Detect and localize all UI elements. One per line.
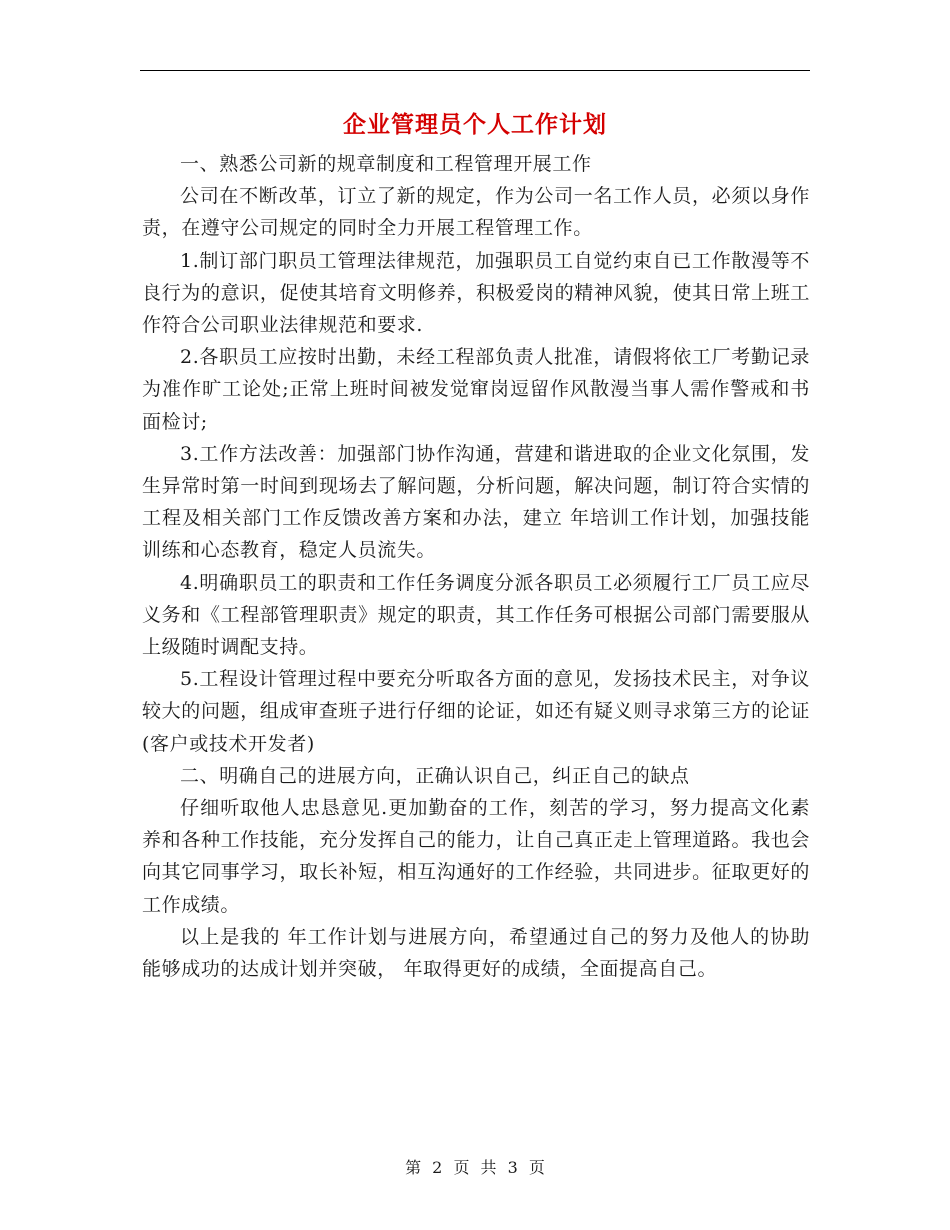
- list-item-1: 1.制订部门职员工管理法律规范，加强职员工自觉约束自已工作散漫等不良行为的意识，促使其培育文明修养，积极爱岗的精神风貌，使其日常上班工作符合公司职业法律规范和要求.: [142, 249, 810, 337]
- paragraph-self-improvement: 仔细听取他人忠恳意见.更加勤奋的工作，刻苦的学习，努力提高文化素养和各种工作技能，充分发挥自己的能力，让自己真正走上管理道路。我也会向其它同事学习，取长补短，相互沟通好的工作经验，共同进步。征取更好的工作成绩。: [142, 797, 810, 916]
- header-rule: [140, 70, 810, 71]
- document-title: 企业管理员个人工作计划: [343, 112, 607, 138]
- list-item-4: 4.明确职员工的职责和工作任务调度分派各职员工必须履行工厂员工应尽义务和《工程部管理职责》规定的职责，其工作任务可根据公司部门需要服从上级随时调配支持。: [142, 571, 810, 659]
- section-heading-2: 二、明确自己的进展方向，正确认识自己，纠正自己的缺点: [180, 764, 690, 787]
- list-item-3: 3.工作方法改善：加强部门协作沟通，营建和谐进取的企业文化氛围，发生异常时第一时间到现场去了解问题，分析问题，解决问题，制订符合实情的工程及相关部门工作反馈改善方案和办法，建立 年培训工作计划，加强技能训练和心态教育，稳定人员流失。: [142, 442, 810, 562]
- document-body: [142, 148, 810, 985]
- section-heading-1: 一、熟悉公司新的规章制度和工程管理开展工作: [180, 153, 592, 175]
- page-number: 第 2 页 共 3 页: [405, 1158, 545, 1177]
- paragraph-conclusion: 以上是我的 年工作计划与进展方向，希望通过自己的努力及他人的协助能够成功的达成计划并突破， 年取得更好的成绩，全面提高自己。: [142, 925, 810, 981]
- list-item-2: 2.各职员工应按时出勤，未经工程部负责人批准，请假将依工厂考勤记录为准作旷工论处;正常上班时间被发觉窜岗逗留作风散漫当事人需作警戒和书面检讨;: [142, 346, 810, 433]
- list-item-5: 5.工程设计管理过程中要充分听取各方面的意见，发扬技术民主，对争议较大的问题，组成审查班子进行仔细的论证，如还有疑义则寻求第三方的论证(客户或技术开发者): [142, 668, 810, 755]
- paragraph-intro: 公司在不断改革，订立了新的规定，作为公司一名工作人员，必须以身作责，在遵守公司规定的同时全力开展工程管理工作。: [142, 185, 810, 240]
